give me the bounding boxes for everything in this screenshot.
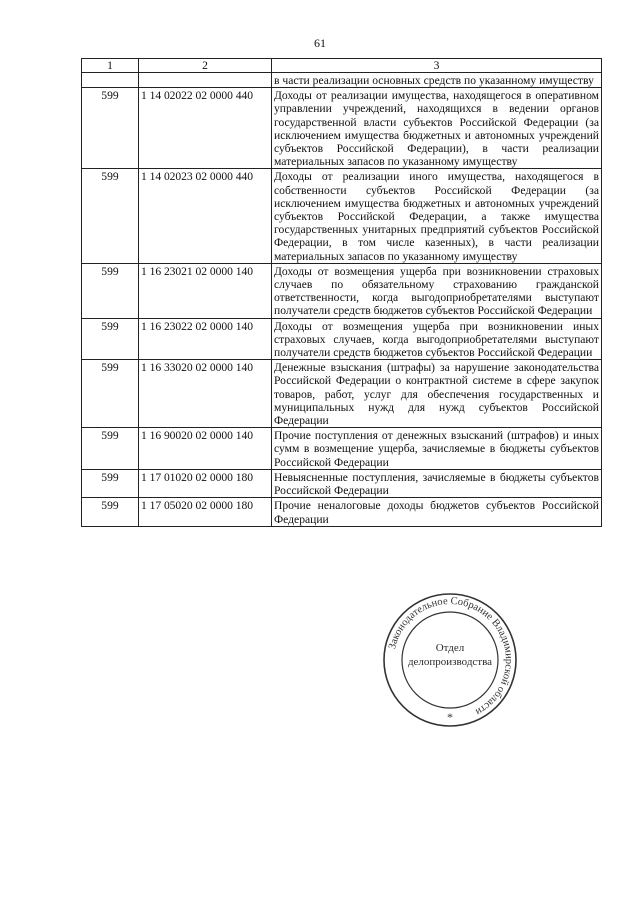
description-cell: Доходы от возмещения ущерба при возникновении страховых случаев по обязательному страхованию гражданской ответственности, когда выгодоприобретателями выступают получатели средств бюджетов субъектов Российской Федерации	[272, 263, 602, 318]
admin-code-cell: 599	[82, 498, 139, 526]
admin-code-cell: 599	[82, 318, 139, 360]
table-row	[82, 360, 602, 428]
admin-code-cell: 599	[82, 428, 139, 470]
table-row	[82, 263, 602, 318]
table-row	[82, 469, 602, 497]
budget-code-cell: 1 16 33020 02 0000 140	[139, 360, 272, 428]
admin-code-cell: 599	[82, 360, 139, 428]
budget-code-cell: 1 14 02022 02 0000 440	[139, 88, 272, 169]
budget-code-cell: 1 17 05020 02 0000 180	[139, 498, 272, 526]
description-cell: Невыясненные поступления, зачисляемые в бюджеты субъектов Российской Федерации	[272, 469, 602, 497]
admin-code-cell	[82, 73, 139, 88]
table-row	[82, 73, 602, 88]
column-header-1: 1	[82, 59, 139, 73]
stamp-department-line-2: делопроизводства	[407, 656, 493, 668]
budget-code-cell: 1 16 90020 02 0000 140	[139, 428, 272, 470]
table-row	[82, 169, 602, 263]
admin-code-cell: 599	[82, 263, 139, 318]
table-row	[82, 318, 602, 360]
budget-codes-table	[81, 58, 602, 527]
table-row	[82, 428, 602, 470]
column-header-2: 2	[139, 59, 272, 73]
budget-code-cell: 1 16 23022 02 0000 140	[139, 318, 272, 360]
stamp-star-icon: *	[447, 710, 453, 724]
table-header-row	[82, 59, 602, 73]
office-stamp	[380, 590, 520, 730]
admin-code-cell: 599	[82, 88, 139, 169]
description-cell: Доходы от реализации иного имущества, находящегося в собственности субъектов Российской Федерации (за исключением имущества бюджетных и автономных учреждений субъектов Российской Федерации, а также имущества государственных унитарных предприятий субъектов Российской Федерации, в том числе казенных), в части реализации материальных запасов по указанному имуществу	[272, 169, 602, 263]
description-cell: в части реализации основных средств по указанному имуществу	[272, 73, 602, 88]
admin-code-cell: 599	[82, 169, 139, 263]
budget-code-cell: 1 14 02023 02 0000 440	[139, 169, 272, 263]
budget-code-cell	[139, 73, 272, 88]
budget-code-cell: 1 17 01020 02 0000 180	[139, 469, 272, 497]
stamp-department-line-1: Отдел	[435, 642, 465, 654]
budget-code-cell: 1 16 23021 02 0000 140	[139, 263, 272, 318]
description-cell: Денежные взыскания (штрафы) за нарушение законодательства Российской Федерации о контрактной системе в сфере закупок товаров, работ, услуг для обеспечения государственных и муниципальных нужд для нужд субъектов Российской Федерации	[272, 360, 602, 428]
page-number: 61	[314, 36, 326, 50]
table-row	[82, 88, 602, 169]
description-cell: Доходы от возмещения ущерба при возникновении иных страховых случаев, когда выгодоприобретателями выступают получатели средств бюджетов субъектов Российской Федерации	[272, 318, 602, 360]
description-cell: Доходы от реализации имущества, находящегося в оперативном управлении учреждений, находящихся в ведении органов государственной власти субъектов Российской Федерации (за исключением имущества бюджетных и автономных учреждений субъектов Российской Федерации), в части реализации материальных запасов по указанному имуществу	[272, 88, 602, 169]
table-row	[82, 498, 602, 526]
description-cell: Прочие поступления от денежных взысканий (штрафов) и иных сумм в возмещение ущерба, зачисляемые в бюджеты субъектов Российской Федерации	[272, 428, 602, 470]
column-header-3: 3	[272, 59, 602, 73]
description-cell: Прочие неналоговые доходы бюджетов субъектов Российской Федерации	[272, 498, 602, 526]
stamp-ring-text: Законодательное Собрание Владимирской области	[387, 595, 515, 718]
admin-code-cell: 599	[82, 469, 139, 497]
